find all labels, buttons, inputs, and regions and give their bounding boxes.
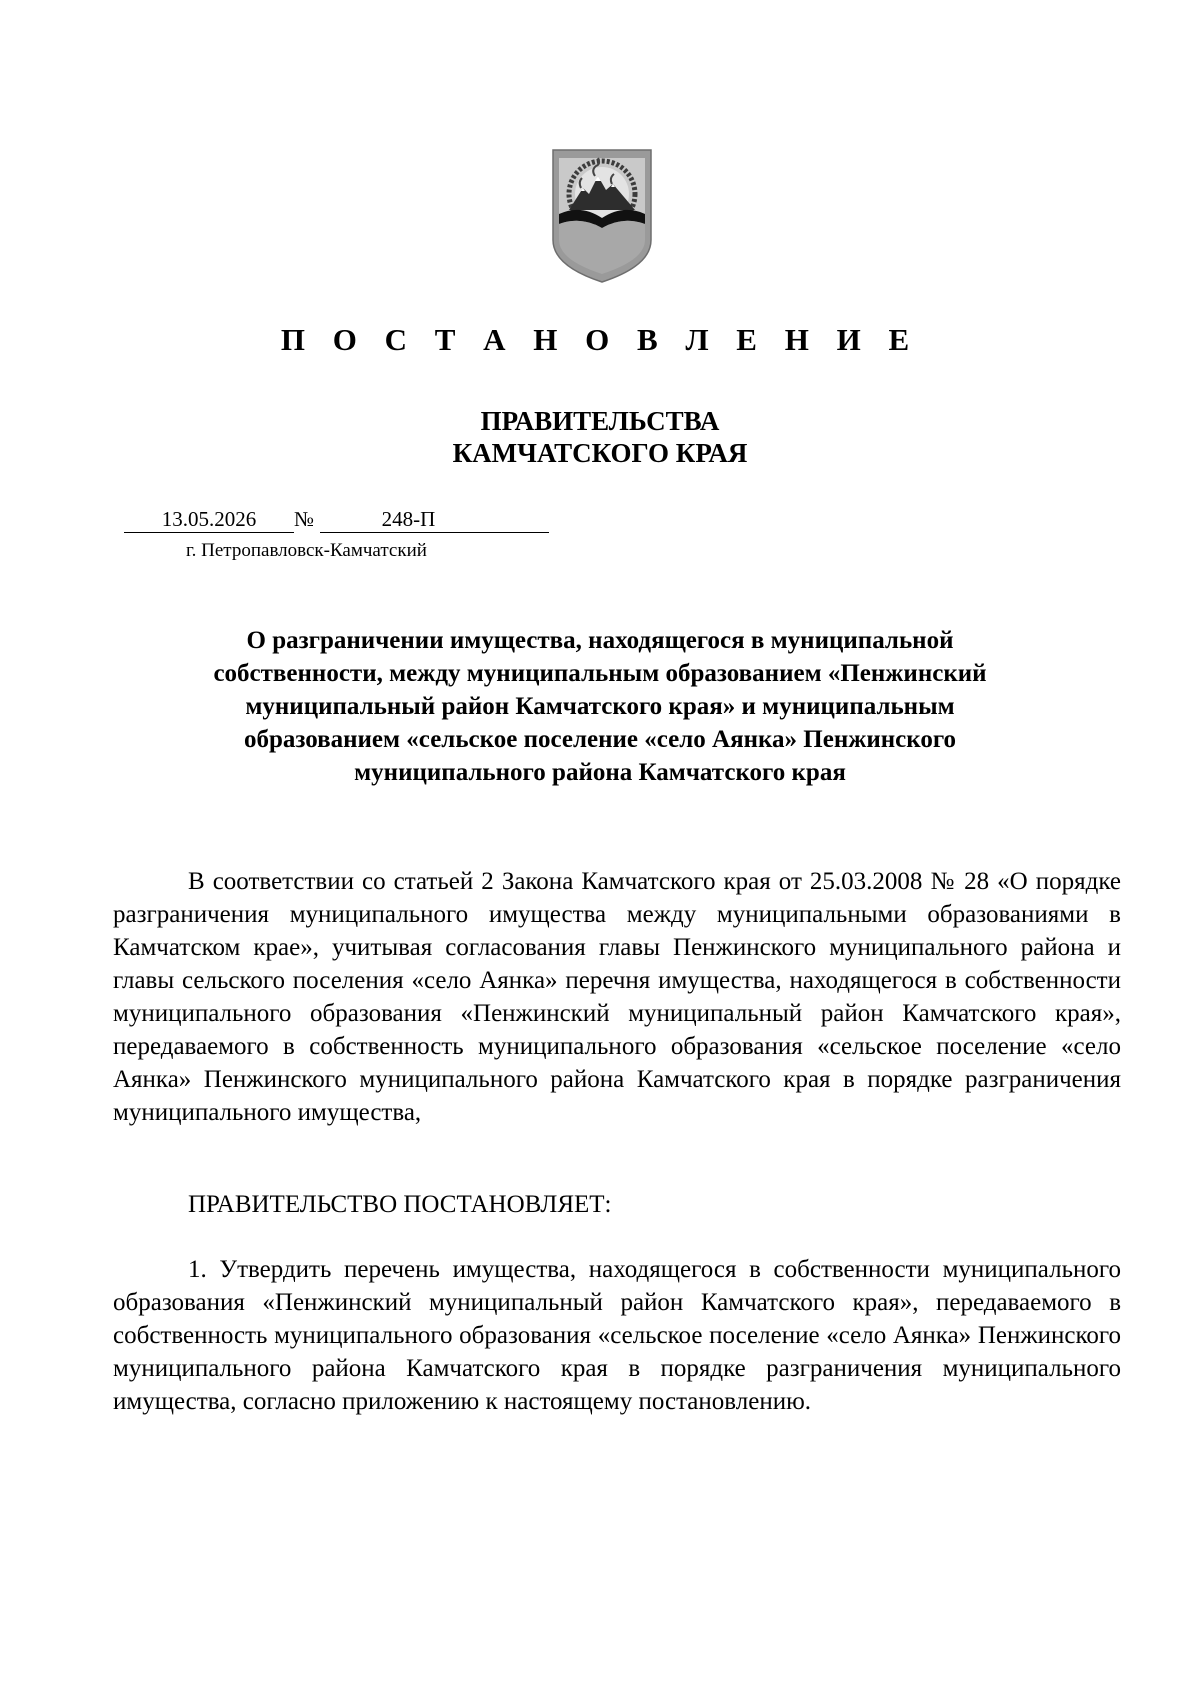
document-type-title: П О С Т А Н О В Л Е Н И Е: [280, 322, 920, 357]
number-sign: №: [294, 507, 315, 531]
issuer-line-2: КАМЧАТСКОГО КРАЯ: [452, 438, 748, 468]
subject-line-2: собственности, между муниципальным образованием «Пенжинский: [213, 660, 987, 687]
registration-number: [320, 506, 549, 533]
registration-number-text: 248-П: [381, 507, 436, 531]
city-name: г. Петропавловск-Камчатский: [186, 540, 427, 561]
issuer-name: [0, 405, 1200, 469]
subject-line-3: муниципальный район Камчатского края» и муниципальным: [245, 693, 955, 720]
preamble-paragraph: В соответствии со статьей 2 Закона Камчатского края от 25.03.2008 № 28 «О порядке разграничения муниципального имущества между муниципальными образованиями в Камчатском крае», учитывая согласования главы Пенжинского муниципального района и главы сельского поселения «село Аянка» перечня имущества, находящегося в собственности муниципального образования «Пенжинский муниципальный район Камчатского края», передаваемого в собственность муниципального образования «сельское поселение «село Аянка» Пенжинского муниципального района Камчатского края в порядке разграничения муниципального имущества,: [113, 868, 1121, 1126]
subject-line-4: образованием «сельское поселение «село Аянка» Пенжинского: [243, 726, 957, 753]
document-subject: [150, 624, 1050, 789]
subject-line-1: О разграничении имущества, находящегося в муниципальной: [246, 627, 954, 654]
subject-line-5: муниципального района Камчатского края: [354, 759, 846, 786]
registration-date: 13.05.2026: [124, 506, 294, 533]
kamchatka-coat-of-arms-icon: [551, 148, 653, 284]
resolves-heading: ПРАВИТЕЛЬСТВО ПОСТАНОВЛЯЕТ:: [188, 1191, 612, 1218]
item-1-paragraph: 1. Утвердить перечень имущества, находящегося в собственности муниципального образования «Пенжинский муниципальный район Камчатского края», передаваемого в собственность муниципального образования «сельское поселение «село Аянка» Пенжинского муниципального района Камчатского края в порядке разграничения муниципального имущества, согласно приложению к настоящему постановлению.: [113, 1256, 1121, 1415]
issuer-line-1: ПРАВИТЕЛЬСТВА: [480, 406, 720, 436]
